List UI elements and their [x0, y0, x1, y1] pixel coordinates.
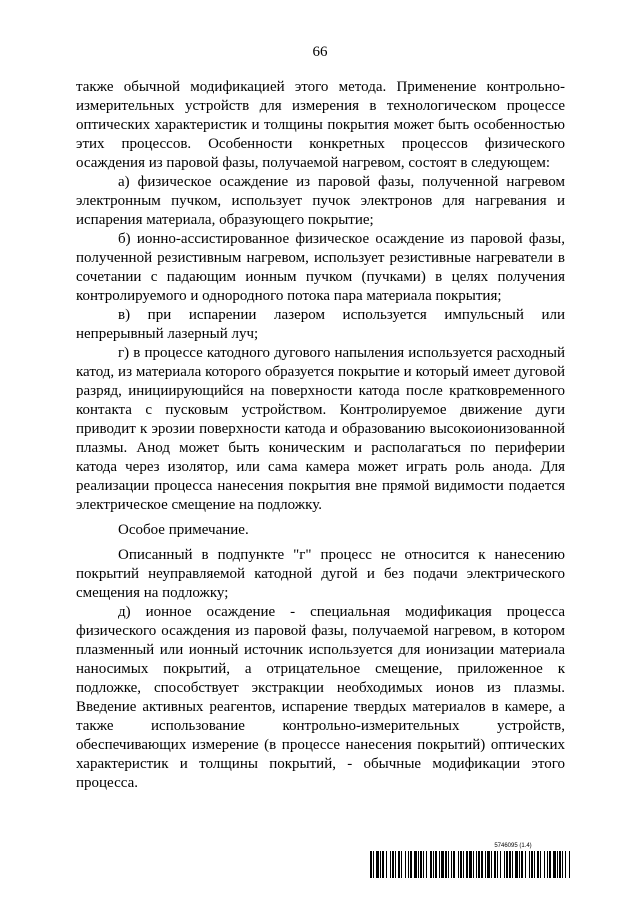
paragraph-item-v: в) при испарении лазером используется импульсный или непрерывный лазерный луч; [76, 307, 565, 342]
paragraph-special-note: Описанный в подпункте "г" процесс не относится к нанесению покрытий неуправляемой катодной дугой и без подачи электрического смещения на подложку; [76, 547, 565, 601]
paragraph-item-b: б) ионно-ассистированное физическое осаждение из паровой фазы, полученной резистивным нагревом, использует резистивные нагреватели в сочетании с падающим ионным пучком (пучками) в целях получения контролируемого и однородного потока пара материала покрытия; [76, 231, 565, 304]
page-number: 66 [312, 44, 328, 60]
paragraph-item-d: д) ионное осаждение - специальная модификация процесса физического осаждения из паровой фазы, получаемой нагревом, в котором плазменный или ионный источник используется для ионизации материала наносимых покрытий, а отрицательное смещение, приложенное к подложке, способствует экстракции необходимых ионов из плазмы. Введение активных реагентов, испарение твердых материалов в камере, а также использование контрольно-измерительных устройств, обеспечивающих измерение (в процессе нанесения покрытий) оптических характеристик и толщины покрытий, - обычные модификации этого процесса. [76, 604, 565, 791]
paragraph-intro: также обычной модификацией этого метода. Применение контрольно-измерительных устройств для измерения в технологическом процессе оптических характеристик и толщины покрытия может быть особенностью этих процессов. Особенности конкретных процессов физического осаждения из паровой фазы, получаемой нагревом, состоят в следующем: [76, 79, 565, 171]
document-code: 5746095 (1.4) [494, 843, 532, 849]
document-body [76, 78, 565, 793]
barcode-icon [370, 851, 570, 878]
paragraph-item-g: г) в процессе катодного дугового напыления используется расходный катод, из материала которого образуется покрытие и который имеет дуговой разряд, инициирующийся на поверхности катода после кратковременного контакта с пусковым устройством. Контролируемое движение дуги приводит к эрозии поверхности катода и образованию высокоионизованной плазмы. Анод может быть коническим и располагаться по периферии катода через изолятор, или сама камера может играть роль анода. Для реализации процесса нанесения покрытия вне прямой видимости подается электрическое смещение на подложку. [76, 345, 565, 513]
paragraph-special-note-title: Особое примечание. [118, 522, 249, 538]
paragraph-item-a: а) физическое осаждение из паровой фазы, полученной нагревом электронным пучком, использует пучок электронов для нагревания и испарения материала, образующего покрытие; [76, 174, 565, 228]
